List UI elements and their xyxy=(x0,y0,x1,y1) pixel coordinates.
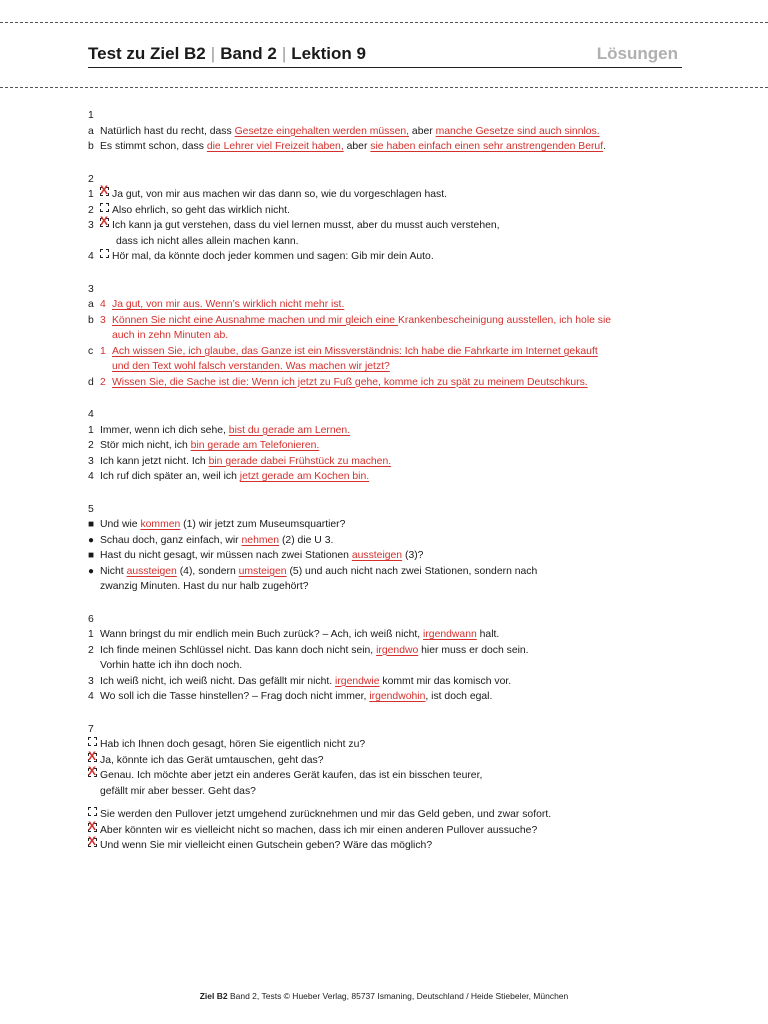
order-number: 4 xyxy=(100,299,106,310)
checkbox-empty[interactable] xyxy=(100,249,109,258)
option-text: Ja, könnte ich das Gerät umtauschen, geht das? xyxy=(100,754,324,766)
item-2 xyxy=(88,438,688,454)
checkbox-empty[interactable] xyxy=(88,807,97,816)
item-text xyxy=(100,627,499,643)
item-text xyxy=(100,533,333,549)
exercises xyxy=(88,108,688,871)
answer: sie haben einfach einen sehr anstrengenden Beruf xyxy=(370,141,604,152)
answer: irgendwo xyxy=(376,644,419,656)
option-text: Aber könnten wir es vielleicht nicht so machen, dass ich mir einen anderen Pullover aussuche? xyxy=(100,824,538,836)
answer: aussteigen xyxy=(126,565,177,577)
item-marker: 1 xyxy=(88,189,94,200)
item-continuation xyxy=(88,359,688,375)
item-1 xyxy=(88,627,688,643)
item-text xyxy=(100,139,606,155)
item-text: Ja gut, von mir aus machen wir das dann so, wie du vorgeschlagen hast. xyxy=(112,189,447,200)
answer: Wissen Sie, die Sache ist die: Wenn ich jetzt zu Fuß gehe, komme ich zu spät zu meinem Deutschkurs. xyxy=(112,376,588,388)
answer: irgendwie xyxy=(335,675,380,687)
item-marker: 2 xyxy=(88,204,94,216)
checkbox-checked[interactable] xyxy=(100,187,109,196)
order-number: 3 xyxy=(100,314,106,326)
option-text: Genau. Ich möchte aber jetzt ein anderes Gerät kaufen, das ist ein bisschen teurer, xyxy=(100,770,483,781)
item-text xyxy=(112,313,611,329)
answer: nehmen xyxy=(241,534,280,546)
dialogue-line-3 xyxy=(88,548,688,564)
square-bullet-icon: ■ xyxy=(88,550,95,561)
option-line xyxy=(88,768,688,784)
solutions-label: Lösungen xyxy=(596,44,678,63)
circle-bullet-icon: ● xyxy=(88,534,95,546)
exercise-number: 5 xyxy=(88,503,94,515)
item-marker: 4 xyxy=(88,691,94,702)
item-text xyxy=(100,564,537,580)
item-2 xyxy=(88,203,688,219)
answer: umsteigen xyxy=(238,565,287,577)
item-text xyxy=(100,674,511,690)
text-part: halt. xyxy=(476,629,500,640)
answer: kommen xyxy=(140,519,181,530)
option-continuation: gefällt mir aber besser. Geht das? xyxy=(100,785,256,797)
item-c xyxy=(88,344,688,360)
text-part: Wo soll ich die Tasse hinstellen? – Frag doch nicht immer, xyxy=(100,691,370,702)
item-continuation: zwanzig Minuten. Hast du nur halb zugehört? xyxy=(100,581,309,592)
circle-bullet-icon: ● xyxy=(88,565,95,577)
text-part: (4), sondern xyxy=(176,565,239,577)
text-part: Ich ruf dich später an, weil ich xyxy=(100,471,240,482)
item-text xyxy=(100,423,350,439)
bottom-dashed-line xyxy=(0,87,768,88)
exercise-number: 3 xyxy=(88,283,94,295)
item-marker: 1 xyxy=(88,629,94,640)
item-text xyxy=(100,548,423,564)
text-part: , ist doch egal. xyxy=(425,691,493,702)
title-part3: Lektion 9 xyxy=(291,44,366,63)
option-line xyxy=(88,807,688,823)
option-line xyxy=(88,823,688,839)
item-4 xyxy=(88,249,688,265)
item-marker: 3 xyxy=(88,675,94,687)
checkbox-checked[interactable] xyxy=(88,838,97,847)
exercise-number: 7 xyxy=(88,723,94,735)
item-continuation: Vorhin hatte ich ihn doch noch. xyxy=(100,660,243,671)
exercise-5 xyxy=(88,502,688,595)
item-marker: b xyxy=(88,314,94,326)
text-part: Schau doch, ganz einfach, wir xyxy=(100,534,242,546)
answer: Gesetze eingehalten werden müssen, xyxy=(234,125,410,137)
item-4 xyxy=(88,689,688,705)
item-marker: 1 xyxy=(88,424,94,436)
answer: Können Sie nicht eine Ausnahme machen und mir gleich eine xyxy=(112,314,398,326)
item-2 xyxy=(88,643,688,659)
text-part: (5) und auch nicht nach zwei Stationen, sondern nach xyxy=(286,565,538,577)
text-part: Stör mich nicht, ich xyxy=(100,440,191,451)
item-a xyxy=(88,124,688,140)
text-part: aber xyxy=(343,141,371,152)
item-b xyxy=(88,139,688,155)
text-part: hier muss er doch sein. xyxy=(418,644,529,656)
item-text xyxy=(100,689,492,705)
exercise-number: 1 xyxy=(88,110,94,121)
dialogue-line-1 xyxy=(88,517,688,533)
item-3 xyxy=(88,454,688,470)
text-part: Natürlich hast du recht, dass xyxy=(100,125,235,137)
text-part: Und wie xyxy=(100,519,141,530)
text-part: (3)? xyxy=(402,550,424,561)
exercise-number: 2 xyxy=(88,173,94,185)
item-text xyxy=(100,517,345,533)
text-part: kommt mir das komisch vor. xyxy=(379,675,512,687)
text-part: aber xyxy=(409,125,436,137)
answer: jetzt gerade am Kochen bin. xyxy=(239,471,370,482)
answer: manche Gesetze sind auch sinnlos. xyxy=(435,125,600,137)
page-footer xyxy=(0,991,768,1001)
text-part: Ich finde meinen Schlüssel nicht. Das kann doch nicht sein, xyxy=(100,644,377,656)
title-part2: Band 2 xyxy=(220,44,277,63)
option-line xyxy=(88,838,688,854)
text-part: Ich weiß nicht, ich weiß nicht. Das gefällt mir nicht. xyxy=(100,675,336,687)
item-text xyxy=(100,469,369,485)
text-part: Nicht xyxy=(100,565,127,577)
dialogue-line-2 xyxy=(88,533,688,549)
answer: aussteigen xyxy=(351,550,403,561)
option-text: Sie werden den Pullover jetzt umgehend zurücknehmen und mir das Geld geben, und zwar sofort. xyxy=(100,809,552,820)
item-continuation: dass ich nicht alles allein machen kann. xyxy=(116,235,299,247)
checkbox-checked[interactable] xyxy=(88,753,97,762)
square-bullet-icon: ■ xyxy=(88,519,95,530)
exercise-number: 4 xyxy=(88,409,94,420)
option-text: Hab ich Ihnen doch gesagt, hören Sie eigentlich nicht zu? xyxy=(100,739,366,750)
exercise-6 xyxy=(88,612,688,705)
item-3 xyxy=(88,674,688,690)
item-marker: a xyxy=(88,299,94,310)
item-text xyxy=(100,124,600,140)
title-separator: | xyxy=(210,44,216,63)
item-d xyxy=(88,375,688,391)
answer: die Lehrer viel Freizeit haben, xyxy=(206,141,344,152)
item-marker: 2 xyxy=(88,440,94,451)
footer-text: Band 2, Tests © Hueber Verlag, 85737 Ismaning, Deutschland / Heide Stiebeler, München xyxy=(227,991,569,1001)
item-1 xyxy=(88,187,688,203)
item-a xyxy=(88,297,688,313)
text-part: . xyxy=(603,141,606,152)
text-part: (1) wir jetzt zum Museumsquartier? xyxy=(180,519,346,530)
exercise-1 xyxy=(88,108,688,155)
text-part: (2) die U 3. xyxy=(279,534,334,546)
page-title xyxy=(88,44,366,64)
item-marker: 3 xyxy=(88,220,94,231)
order-number: 1 xyxy=(100,345,106,357)
option-line xyxy=(88,737,688,753)
text-part: Es stimmt schon, dass xyxy=(100,141,207,152)
answer: Ja gut, von mir aus. Wenn’s wirklich nicht mehr ist. xyxy=(112,299,345,310)
answer: bist du gerade am Lernen. xyxy=(228,424,351,436)
text-part: Hast du nicht gesagt, wir müssen nach zwei Stationen xyxy=(100,550,352,561)
item-text: Ich kann ja gut verstehen, dass du viel lernen musst, aber du musst auch verstehen, xyxy=(112,220,500,231)
answer: irgendwann xyxy=(423,629,477,640)
answer: irgendwohin xyxy=(369,691,426,702)
answer-rest: Krankenbescheinigung ausstellen, ich hole sie xyxy=(397,314,612,326)
item-1 xyxy=(88,423,688,439)
answer: Ach wissen Sie, ich glaube, das Ganze ist ein Missverständnis: Ich habe die Fahrkarte im Internet gekauft xyxy=(112,345,598,357)
checkbox-empty[interactable] xyxy=(100,203,109,212)
answer: bin gerade dabei Frühstück zu machen. xyxy=(208,455,392,467)
checkbox-checked[interactable] xyxy=(88,823,97,832)
exercise-2 xyxy=(88,172,688,265)
item-continuation: auch in zehn Minuten ab. xyxy=(112,330,229,341)
page-header xyxy=(88,44,682,66)
checkbox-empty[interactable] xyxy=(88,737,97,746)
exercise-3 xyxy=(88,282,688,391)
item-marker: a xyxy=(88,125,94,137)
header-rule xyxy=(88,67,682,68)
exercise-7 xyxy=(88,722,688,854)
item-marker: b xyxy=(88,141,94,152)
item-marker: c xyxy=(88,345,94,357)
title-part1: Test zu Ziel B2 xyxy=(88,44,206,63)
answer: bin gerade am Telefonieren. xyxy=(190,440,320,451)
answer: und den Text wohl falsch verstanden. Was machen wir jetzt? xyxy=(112,361,390,372)
item-4 xyxy=(88,469,688,485)
footer-bold: Ziel B2 xyxy=(199,991,228,1001)
item-b xyxy=(88,313,688,329)
order-number: 2 xyxy=(100,376,106,388)
item-marker: 4 xyxy=(88,471,94,482)
exercise-4 xyxy=(88,407,688,485)
title-separator: | xyxy=(281,44,287,63)
exercise-number: 6 xyxy=(88,613,94,625)
checkbox-checked[interactable] xyxy=(88,768,97,777)
option-text: Und wenn Sie mir vielleicht einen Gutschein geben? Wäre das möglich? xyxy=(100,840,433,851)
text-part: Immer, wenn ich dich sehe, xyxy=(100,424,229,436)
item-marker: 3 xyxy=(88,455,94,467)
text-part: Wann bringst du mir endlich mein Buch zurück? – Ach, ich weiß nicht, xyxy=(100,629,424,640)
item-text: Also ehrlich, so geht das wirklich nicht. xyxy=(112,204,290,216)
item-marker: 2 xyxy=(88,644,94,656)
text-part: Ich kann jetzt nicht. Ich xyxy=(100,455,209,467)
item-text: Hör mal, da könnte doch jeder kommen und sagen: Gib mir dein Auto. xyxy=(112,251,434,262)
checkbox-checked[interactable] xyxy=(100,218,109,227)
item-text xyxy=(100,643,529,659)
option-line xyxy=(88,753,688,769)
group-gap xyxy=(88,799,688,807)
item-3 xyxy=(88,218,688,234)
item-text xyxy=(100,454,391,470)
dialogue-line-4 xyxy=(88,564,688,580)
item-text xyxy=(100,438,319,454)
top-dashed-line xyxy=(0,22,768,23)
item-marker: d xyxy=(88,376,94,388)
item-marker: 4 xyxy=(88,251,94,262)
